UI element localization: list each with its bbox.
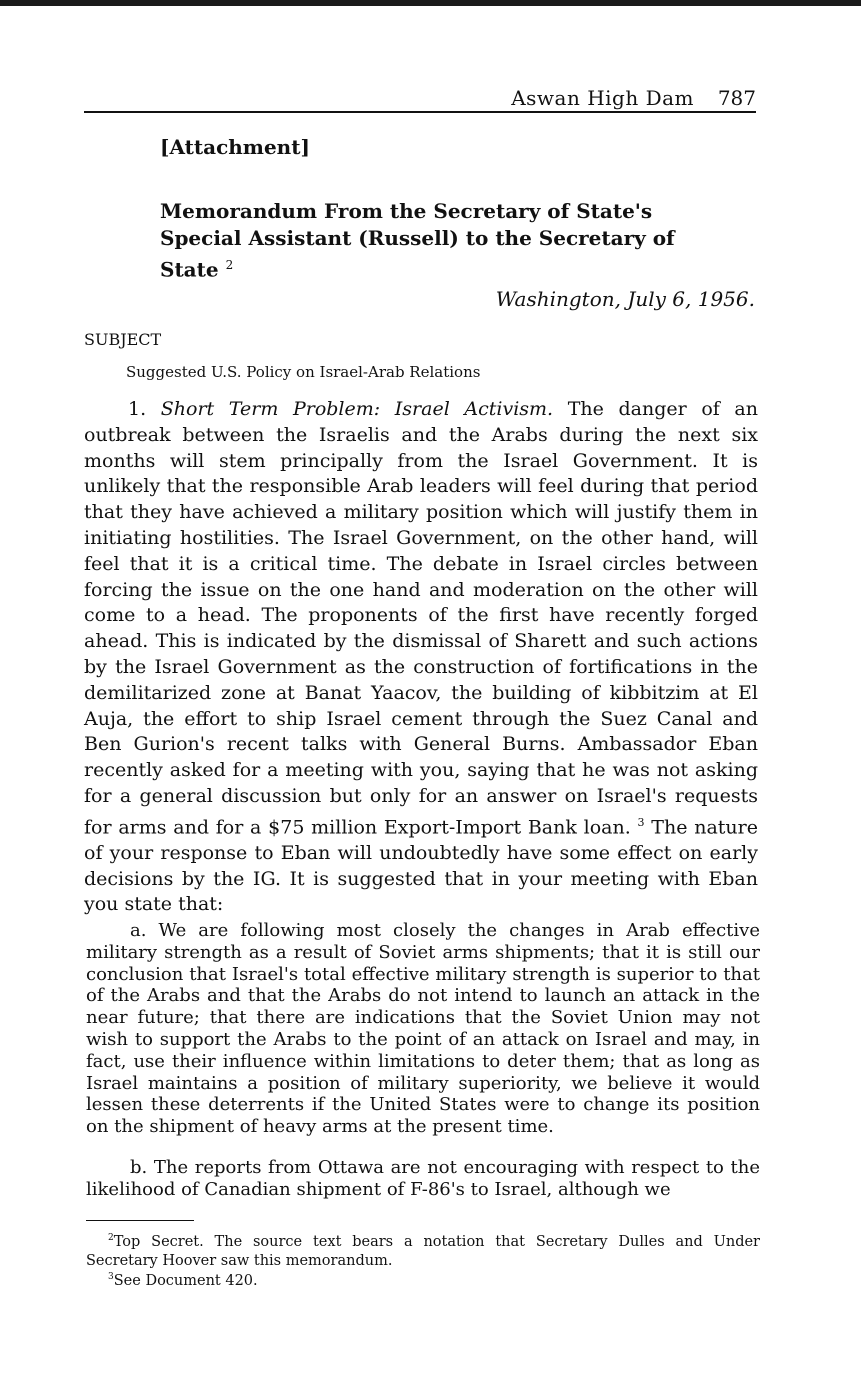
footnote-3	[108, 1268, 782, 1291]
memo-title-text: Memorandum From the Secretary of State's Special Assistant (Russell) to the Secretary of State	[160, 199, 675, 282]
paragraph-number: 1.	[128, 398, 147, 420]
footnote-2	[86, 1229, 760, 1271]
paragraph-text-2: The nature of your response to Eban will undoubtedly have some effect on early decisions by the IG. It is suggested that in your meeting with Eban you state that:	[84, 816, 758, 916]
paragraph-text-1: The danger of an outbreak between the Israelis and the Arabs during the next six months will stem principally from the Israel Government. It is unlikely that the responsible Arab leaders will feel during that period that they have achieved a military position which will justify them in initiating hostilities. The Israel Government, on the other hand, will feel that it is a critical time. The debate in Israel circles between forcing the issue on the one hand and moderation on the other will come to a head. The proponents of the first have recently forged ahead. This is indicated by the dismissal of Sharett and such actions by the Israel Government as the construction of fortifications in the demilitarized zone at Banat Yaacov, the building of kibbitzim at El Auja, the effort to ship Israel cement through the Suez Canal and Ben Gurion's recent talks with General Burns. Ambassador Eban recently asked for a meeting with you, saying that he was not asking for a general discussion but only for an answer on Israel's requests for arms and for a $75 million Export-Import Bank loan.	[84, 398, 758, 839]
memo-title	[160, 198, 720, 284]
subject-label: SUBJECT	[84, 330, 162, 349]
paragraph-title: Short Term Problem: Israel Activism.	[160, 398, 554, 420]
footnote-text: See Document 420.	[113, 1272, 258, 1289]
footnote-divider	[86, 1220, 194, 1221]
paragraph-1	[84, 397, 758, 918]
footnote-text: Top Secret. The source text bears a notation that Secretary Dulles and Under Secretary Hoover saw this memorandum.	[86, 1233, 760, 1269]
running-title: Aswan High Dam	[511, 86, 694, 110]
footnote-ref-3[interactable]: 3	[637, 815, 645, 829]
footnote-mark: 3	[108, 1272, 114, 1282]
running-header	[84, 84, 756, 113]
page-number: 787	[717, 86, 756, 110]
scan-edge-bar	[0, 0, 861, 6]
subparagraph-b: b. The reports from Ottawa are not encouraging with respect to the likelihood of Canadian shipment of F-86's to Israel, although we	[86, 1157, 760, 1200]
subject-text: Suggested U.S. Policy on Israel-Arab Relations	[126, 363, 481, 381]
attachment-label: [Attachment]	[160, 135, 310, 159]
footnote-mark: 2	[108, 1233, 114, 1243]
dateline: Washington, July 6, 1956.	[495, 287, 755, 311]
footnote-ref-2[interactable]: 2	[225, 258, 234, 272]
subparagraph-a: a. We are following most closely the changes in Arab effective military strength as a result of Soviet arms shipments; that it is still our conclusion that Israel's total effective military strength is superior to that of the Arabs and that the Arabs do not intend to launch an attack in the near future; that there are indications that the Soviet Union may not wish to support the Arabs to the point of an attack on Israel and may, in fact, use their influence within limitations to deter them; that as long as Israel maintains a position of military superiority, we believe it would lessen these deterrents if the United States were to change its position on the shipment of heavy arms at the present time.	[86, 920, 760, 1138]
